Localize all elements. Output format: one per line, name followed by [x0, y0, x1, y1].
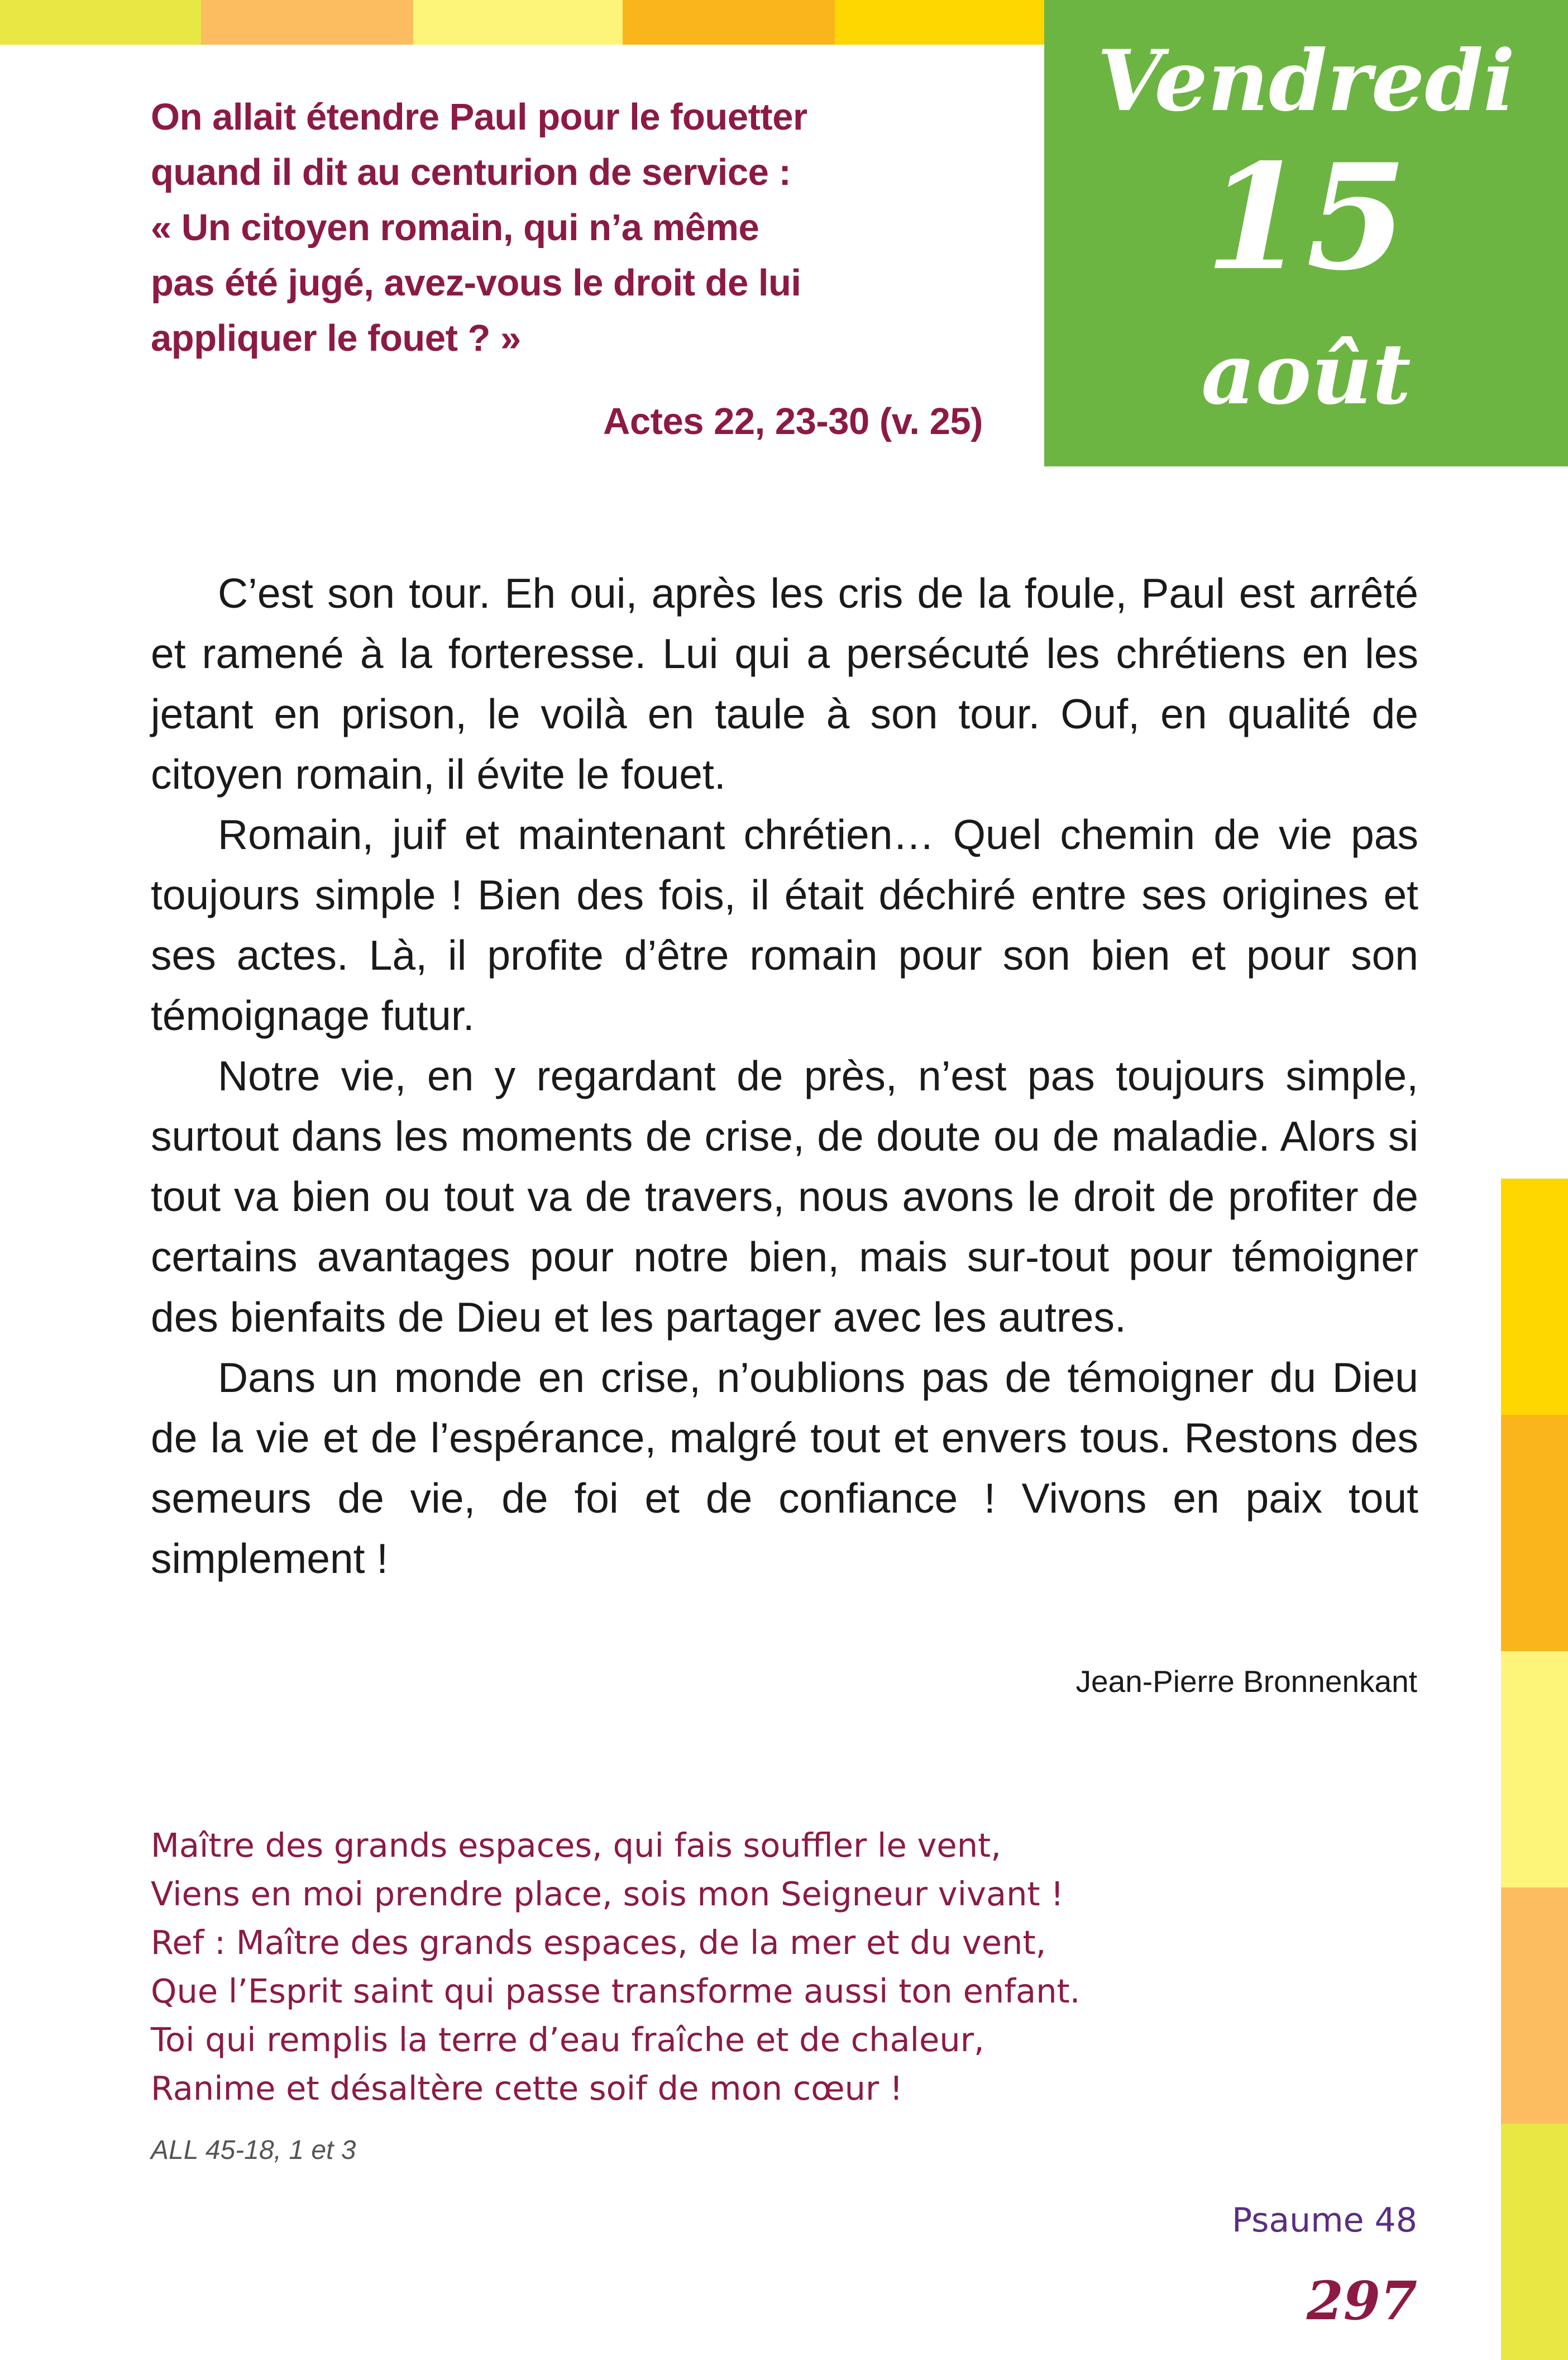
paragraph: Romain, juif et maintenant chrétien… Quel chemin de vie pas toujours simple ! Bien des fois, il était déchiré entre ses origines et ses actes. Là, il profite d’être romain pour son bien et pour son témoignage futur.	[151, 811, 1418, 1039]
side-strip-segment	[1501, 1887, 1568, 2124]
hymn-line: Que l’Esprit saint qui passe transforme aussi ton enfant.	[151, 1972, 1081, 2010]
hymn-line: Ref : Maître des grands espaces, de la mer et du vent,	[151, 1923, 1046, 1962]
verse-line: On allait étendre Paul pour le fouetter	[151, 96, 807, 138]
top-strip-segment	[201, 0, 413, 45]
side-strip-segment	[1501, 1179, 1568, 1415]
side-color-strip	[1501, 1179, 1568, 2360]
bible-verse	[151, 89, 988, 366]
paragraph: Notre vie, en y regardant de près, n’est pas toujours simple, surtout dans les moments de crise, de doute ou de maladie. Alors si tout va bien ou tout va de travers, nous avons le droit de profiter de certains avantages pour notre bien, mais sur-tout pour témoigner des bienfaits de Dieu et les partager avec les autres.	[151, 1052, 1418, 1341]
top-strip-segment	[413, 0, 623, 45]
verse-line: quand il dit au centurion de service :	[151, 151, 791, 193]
date-number: 15	[1205, 132, 1407, 303]
side-strip-segment	[1501, 1651, 1568, 1887]
author: Jean-Pierre Bronnenkant	[1075, 1664, 1417, 1699]
top-strip-segment	[835, 0, 1044, 45]
verse-line: « Un citoyen romain, qui n’a même	[151, 207, 759, 249]
hymn-line: Viens en moi prendre place, sois mon Seigneur vivant !	[151, 1875, 1064, 1913]
paragraph: Dans un monde en crise, n’oublions pas de témoigner du Dieu de la vie et de l’espérance, malgré tout et envers tous. Restons des semeurs de vie, de foi et de confiance ! Vivons en paix tout simplement !	[151, 1354, 1418, 1582]
date-box	[1044, 0, 1568, 466]
top-strip-segment	[0, 0, 201, 45]
side-strip-segment	[1501, 2124, 1568, 2360]
hymn-line: Ranime et désaltère cette soif de mon cœur !	[151, 2069, 903, 2108]
hymn-line: Toi qui remplis la terre d’eau fraîche et de chaleur,	[151, 2020, 984, 2059]
page-number: 297	[1306, 2270, 1417, 2332]
meditation-text	[151, 563, 1418, 1589]
verse-reference: Actes 22, 23-30 (v. 25)	[603, 401, 983, 442]
verse-line: pas été jugé, avez-vous le droit de lui	[151, 262, 801, 304]
side-strip-segment	[1501, 1415, 1568, 1651]
date-month: août	[1201, 325, 1411, 423]
hymn-reference: ALL 45-18, 1 et 3	[151, 2135, 356, 2165]
date-day: Vendredi	[1097, 32, 1516, 130]
psalm-label: Psaume 48	[1232, 2201, 1417, 2240]
top-strip-segment	[623, 0, 835, 45]
paragraph: C’est son tour. Eh oui, après les cris de la foule, Paul est arrêté et ramené à la forteresse. Lui qui a persécuté les chrétiens en les jetant en prison, le voilà en taule à son tour. Ouf, en qualité de citoyen romain, il évite le fouet.	[151, 570, 1418, 798]
hymn-line: Maître des grands espaces, qui fais souffler le vent,	[151, 1826, 1001, 1865]
hymn	[151, 1821, 1268, 2113]
top-color-strip	[0, 0, 1044, 45]
verse-line: appliquer le fouet ? »	[151, 317, 521, 359]
